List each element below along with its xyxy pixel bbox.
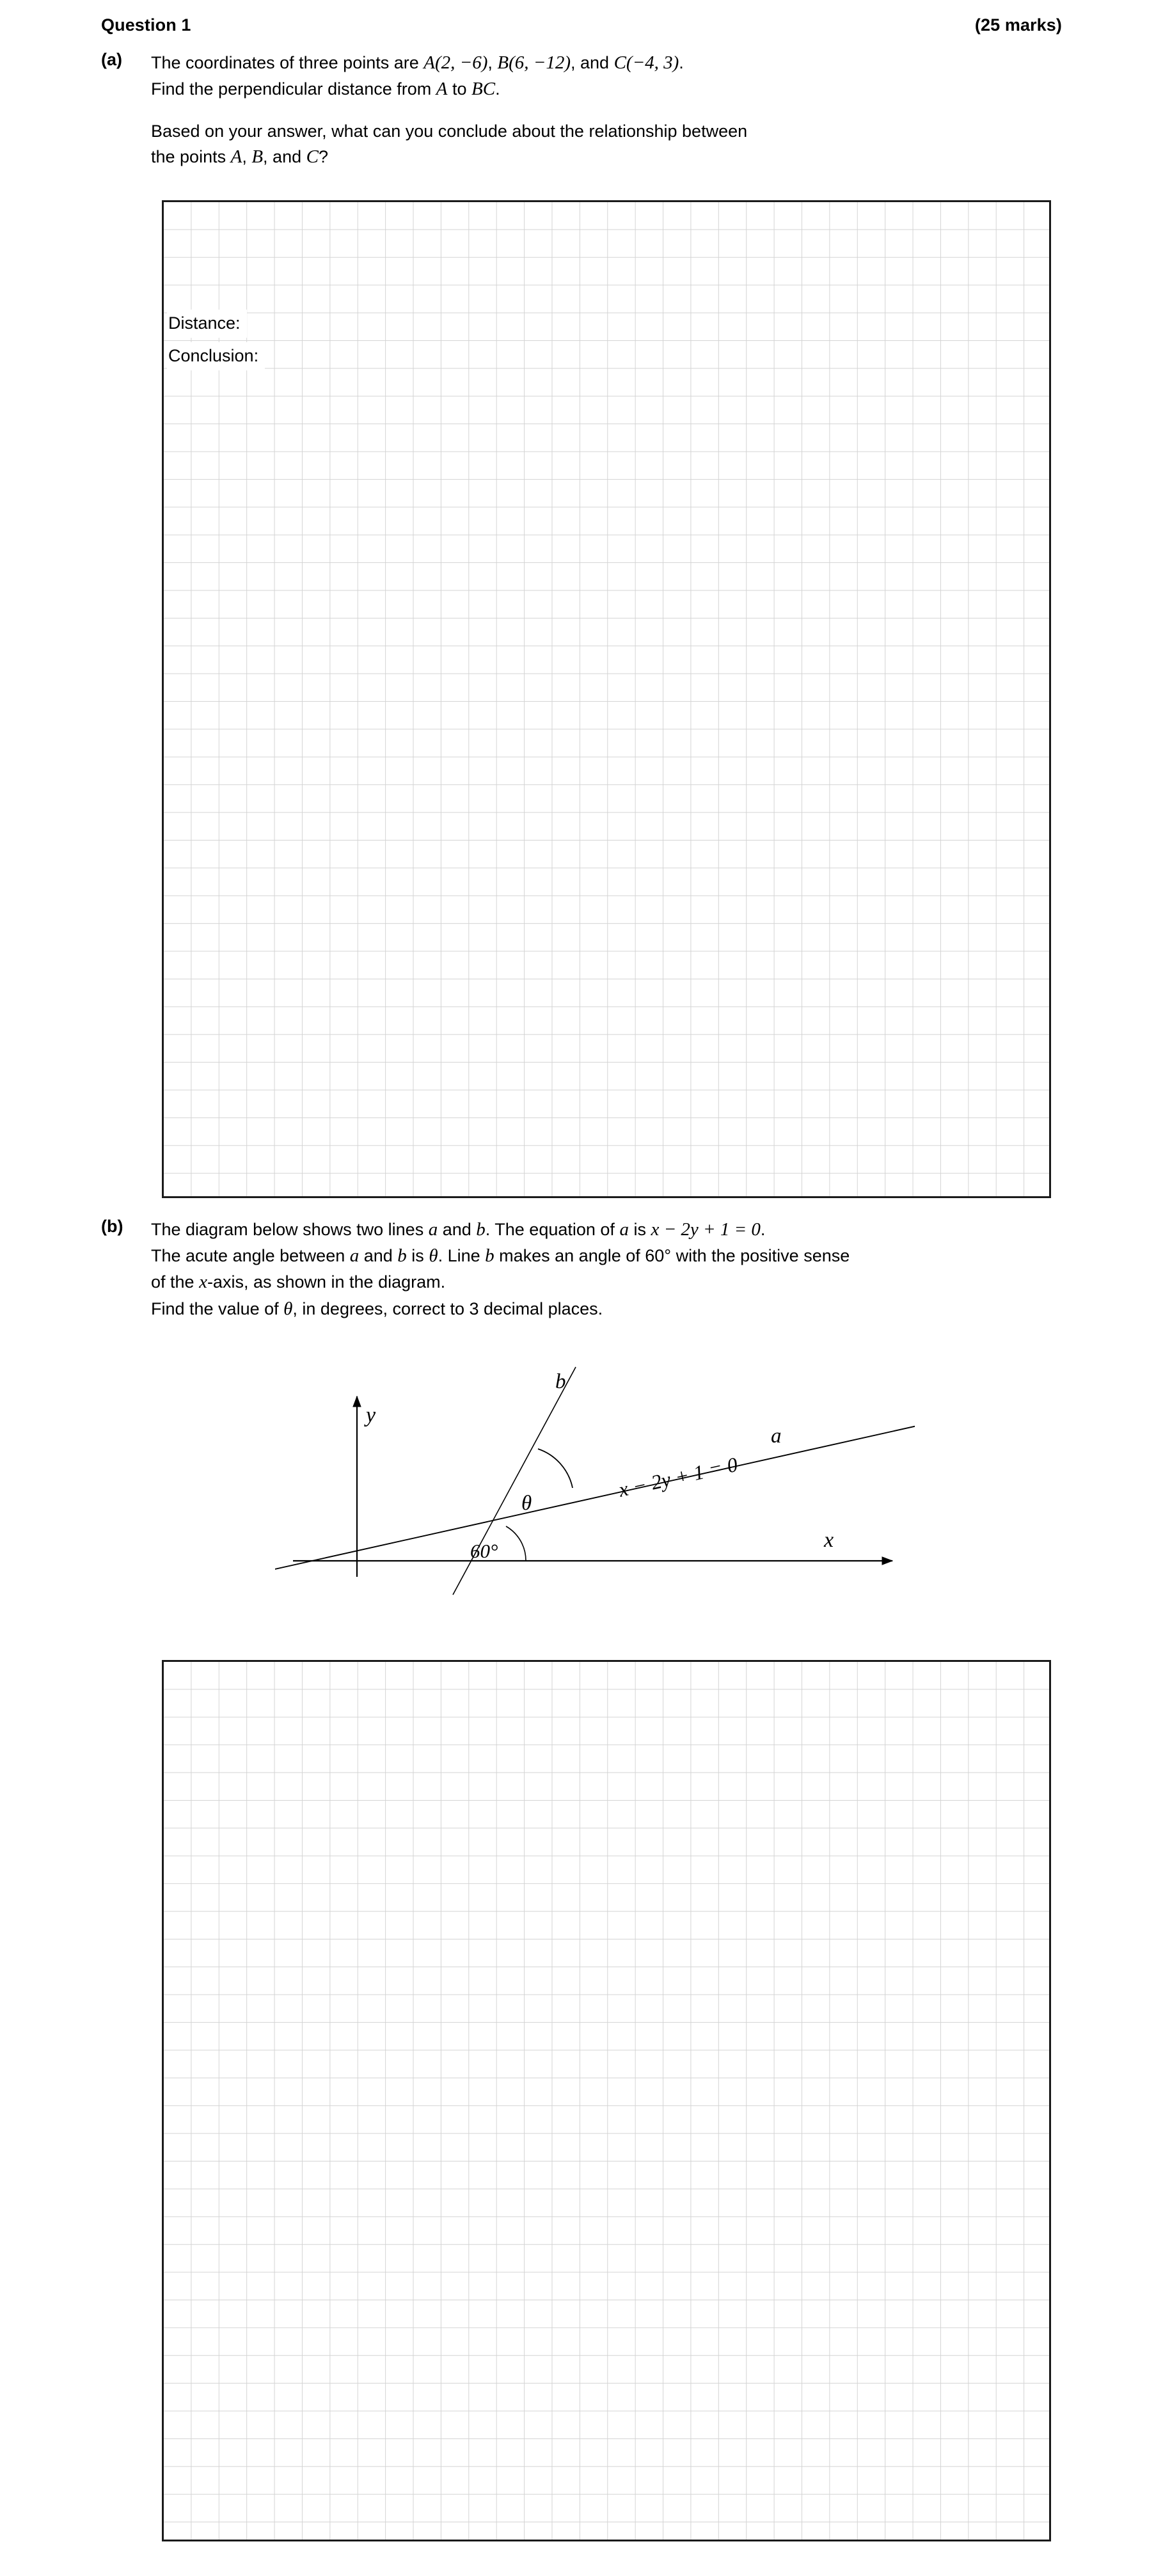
axis-sentence-end: -axis, as shown in the diagram.: [207, 1272, 446, 1292]
part-b-line4-text: Find the value of: [151, 1299, 284, 1318]
line-a-equation-label: x − 2y + 1 = 0: [616, 1452, 740, 1501]
to-word: to: [447, 79, 471, 99]
point-b-coords: B(6, −12): [497, 52, 571, 73]
part-a-line4-text: the points: [151, 146, 231, 166]
distance-answer-label: Distance:: [167, 310, 247, 338]
line-a: [275, 1425, 915, 1582]
label-x-axis: x: [199, 1272, 207, 1293]
label-point-a: A: [436, 79, 448, 100]
label-point-c-2: C: [306, 146, 319, 167]
part-a-line-3: Based on your answer, what can you conclude about the relationship between: [151, 122, 748, 141]
label-point-a-2: A: [230, 146, 242, 167]
angle-arc-theta: [538, 1449, 573, 1488]
sep-2: , and: [571, 53, 614, 72]
question-header: [101, 15, 1062, 35]
equation-of-a: x − 2y + 1 = 0: [651, 1219, 761, 1240]
period-3: .: [760, 1220, 766, 1239]
marks-badge: (25 marks): [974, 15, 1062, 35]
and-2: and: [359, 1246, 398, 1266]
label-segment-bc: BC: [471, 79, 496, 100]
answer-grid-part-a[interactable]: [162, 200, 1051, 1198]
question-mark: ?: [318, 146, 328, 166]
part-b-line-2: [151, 1243, 850, 1269]
precision-instruction: , in degrees, correct to 3 decimal places.: [292, 1299, 603, 1318]
question-part-a: [101, 50, 1061, 170]
label-line-b-2: b: [397, 1245, 407, 1267]
is-word-2: is: [406, 1246, 429, 1266]
part-b-line1-text: The diagram below shows two lines: [151, 1220, 429, 1239]
part-a-label: (a): [101, 50, 122, 69]
part-b-line-3: [151, 1269, 850, 1295]
sixty-degree-label: 60°: [470, 1540, 498, 1562]
conclusion-answer-label: Conclusion:: [167, 342, 265, 370]
part-a-line1-text: The coordinates of three points are: [151, 53, 424, 72]
coordinate-diagram: [275, 1340, 915, 1596]
answer-grid-part-b[interactable]: [162, 1660, 1051, 2541]
period-1: .: [679, 53, 684, 72]
point-c-coords: C(−4, 3): [613, 52, 679, 73]
line-word: . Line: [438, 1246, 486, 1266]
is-word-1: is: [628, 1220, 651, 1239]
x-axis-label: x: [824, 1528, 834, 1552]
sep-4: , and: [263, 146, 306, 166]
y-axis-label: y: [366, 1403, 376, 1427]
part-b-line3-text: of the: [151, 1272, 200, 1292]
line-b-label: b: [555, 1370, 566, 1393]
part-a-body: [151, 50, 747, 170]
label-theta-2: θ: [283, 1298, 293, 1319]
period-2: .: [495, 79, 500, 99]
part-b-line-4: [151, 1296, 850, 1322]
part-a-line2-text: Find the perpendicular distance from: [151, 79, 436, 99]
label-theta-1: θ: [429, 1245, 438, 1267]
part-b-line2-text: The acute angle between: [151, 1246, 350, 1266]
page-title: Question 1: [101, 15, 191, 35]
point-a-coords: A(2, −6): [423, 52, 488, 73]
question-part-b: [101, 1217, 1073, 1322]
angle-sentence-end: makes an angle of 60° with the positive sense: [494, 1246, 850, 1266]
part-a-line-2: [151, 76, 747, 102]
diagram-svg: [275, 1340, 915, 1596]
label-line-a-3: a: [349, 1245, 360, 1267]
sep-1: ,: [487, 53, 498, 72]
angle-arc-60: [506, 1526, 526, 1561]
part-b-line-1: [151, 1217, 850, 1243]
label-line-b: b: [476, 1219, 486, 1240]
part-a-line-1: [151, 50, 747, 76]
equation-intro: . The equation of: [485, 1220, 620, 1239]
part-b-label: (b): [101, 1217, 123, 1236]
sep-3: ,: [242, 146, 252, 166]
label-line-b-3: b: [485, 1245, 494, 1267]
label-point-b-2: B: [251, 146, 264, 167]
label-line-a-2: a: [619, 1219, 629, 1240]
line-a-label: a: [771, 1425, 782, 1448]
part-b-body: [151, 1217, 850, 1322]
label-line-a: a: [428, 1219, 438, 1240]
theta-angle-label: θ: [521, 1492, 532, 1515]
part-a-line-4: [151, 144, 747, 170]
and-1: and: [438, 1220, 477, 1239]
